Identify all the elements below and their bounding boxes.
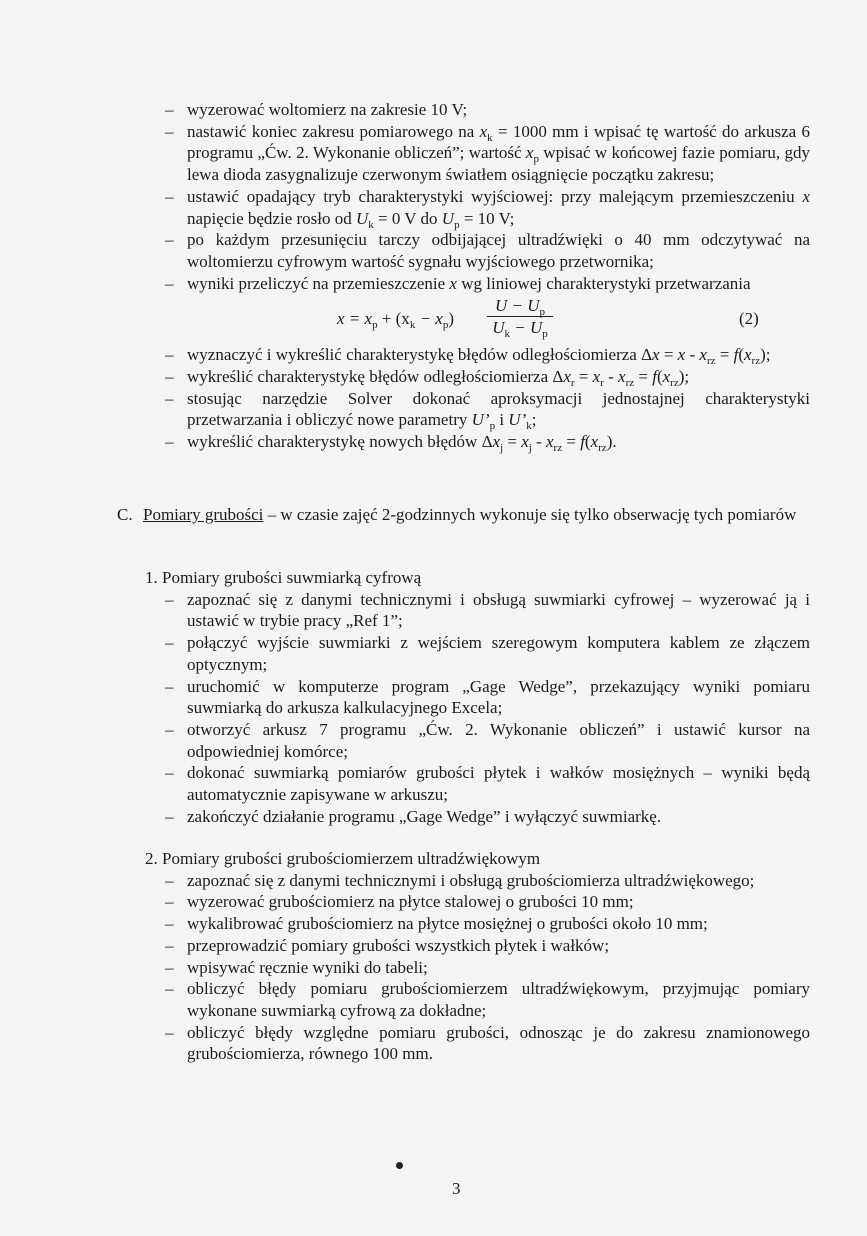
list-item bbox=[165, 957, 810, 979]
math-symbol: x bbox=[449, 273, 457, 293]
text-run: obliczyć błędy pomiaru grubościomierzem ultradźwiękowym, przyjmując pomiary wykonane suwmiarką cyfrową za dokładne; bbox=[187, 979, 810, 1020]
math-symbol: x bbox=[479, 121, 488, 141]
list-item bbox=[165, 589, 810, 632]
math-symbol: x bbox=[699, 345, 707, 365]
math-symbol: x bbox=[590, 432, 599, 452]
eq-sub: p bbox=[372, 319, 378, 332]
math-symbol: x bbox=[652, 345, 660, 365]
list-item bbox=[165, 913, 810, 935]
subsection-title: Pomiary grubości suwmiarką cyfrową bbox=[162, 568, 422, 587]
list-item bbox=[165, 762, 810, 805]
list-item bbox=[165, 388, 810, 431]
list-item bbox=[165, 891, 810, 913]
eq-den2: − U bbox=[510, 318, 543, 338]
math-symbol: f bbox=[580, 432, 585, 452]
text-run: zapoznać się z danymi technicznymi i obsługą grubościomierza ultradźwiękowego; bbox=[187, 870, 755, 890]
text-run: zakończyć działanie programu „Gage Wedge” i wyłączyć suwmiarkę. bbox=[187, 806, 662, 826]
subscript: k bbox=[368, 218, 374, 231]
eq-den: U bbox=[492, 318, 505, 338]
eq-sub: p bbox=[442, 319, 449, 332]
math-symbol: x bbox=[662, 367, 671, 387]
list-item bbox=[165, 273, 810, 295]
text-run: = bbox=[503, 432, 522, 452]
subscript: rz bbox=[706, 355, 716, 368]
text-run: zapoznać się z danymi technicznymi i obsługą suwmiarki cyfrowej – wyzerować ją i ustawić w trybie pracy „Ref 1”; bbox=[187, 589, 810, 631]
subsection-number: 2. bbox=[145, 849, 158, 868]
subscript: rz bbox=[598, 442, 607, 455]
math-symbol: x bbox=[802, 186, 810, 206]
text-run: wyzerować woltomierz na zakresie 10 V; bbox=[187, 100, 468, 119]
eq-lhs: x = x bbox=[337, 309, 373, 329]
text-run: - bbox=[603, 367, 619, 387]
text-run: nastawić koniec zakresu pomiarowego na bbox=[187, 121, 480, 141]
eq-sub: p bbox=[542, 328, 548, 341]
subscript: rz bbox=[553, 442, 563, 455]
text-run: - bbox=[685, 345, 700, 365]
eq-mid: + (x bbox=[377, 309, 410, 329]
list-item bbox=[165, 806, 810, 828]
math-symbol: x bbox=[521, 432, 529, 452]
section-c-heading bbox=[117, 504, 810, 526]
text-run: = bbox=[562, 432, 581, 452]
subsection-1 bbox=[145, 567, 810, 827]
subscript: r bbox=[570, 377, 575, 390]
text-run: = 10 V; bbox=[459, 208, 515, 228]
list-item bbox=[165, 935, 810, 957]
math-symbol: U’ bbox=[471, 410, 490, 430]
list-item bbox=[165, 978, 810, 1021]
text-run: wykalibrować grubościomierz na płytce mosiężnej o grubości około 10 mm; bbox=[187, 914, 708, 934]
math-symbol: x bbox=[492, 432, 501, 452]
scan-speck bbox=[396, 1162, 403, 1169]
text-run: = bbox=[715, 345, 734, 365]
subscript: rz bbox=[751, 355, 761, 368]
subsection-2-list bbox=[165, 870, 810, 1065]
text-run: ( bbox=[584, 432, 591, 452]
text-run: = bbox=[634, 367, 653, 387]
top-list bbox=[165, 99, 810, 294]
list-item bbox=[165, 676, 810, 719]
text-run: ); bbox=[760, 345, 771, 365]
eq-sub: k bbox=[409, 319, 416, 332]
text-run: wpisywać ręcznie wyniki do tabeli; bbox=[187, 957, 428, 977]
page-number: 3 bbox=[452, 1179, 461, 1198]
equation-lhs bbox=[337, 308, 454, 330]
text-run: połączyć wyjście suwmiarki z wejściem szeregowym komputera kablem ze złączem optycznym; bbox=[187, 633, 810, 674]
list-item bbox=[165, 229, 810, 272]
text-run: ; bbox=[531, 410, 537, 430]
text-run: wyznaczyć i wykreślić charakterystykę błędów odległościomierza Δ bbox=[187, 345, 653, 365]
text-run: wyzerować grubościomierz na płytce stalowej o grubości 10 mm; bbox=[187, 892, 634, 912]
text-run: stosując narzędzie Solver dokonać aproksymacji jednostajnej charakterystyki przetwarzania i obliczyć nowe parametry bbox=[187, 388, 810, 430]
math-symbol: U’ bbox=[508, 410, 527, 430]
text-run: wykreślić charakterystykę błędów odległościomierza Δ bbox=[187, 367, 564, 387]
math-symbol: x bbox=[677, 345, 686, 365]
list-item bbox=[165, 632, 810, 675]
math-symbol: x bbox=[592, 367, 601, 387]
section-note: – w czasie zajęć 2-godzinnych wykonuje się tylko obserwację tych pomiarów bbox=[263, 505, 797, 524]
text-run: uruchomić w komputerze program „Gage Wedge”, przekazujący wyniki pomiaru suwmiarką do arkusza kalkulacyjnego Excela; bbox=[187, 676, 810, 718]
subsection-2 bbox=[145, 848, 810, 1065]
section-c bbox=[117, 504, 810, 526]
math-symbol: x bbox=[743, 345, 752, 365]
equation-fraction bbox=[487, 296, 553, 339]
subscript: j bbox=[500, 442, 504, 455]
text-run: ustawić opadający tryb charakterystyki wyjściowej: przy malejącym przemieszczeniu bbox=[187, 186, 803, 206]
subscript: p bbox=[489, 420, 496, 433]
eq-mid2: − x bbox=[415, 309, 443, 329]
subscript: j bbox=[528, 442, 532, 455]
subscript: rz bbox=[670, 377, 679, 390]
math-symbol: x bbox=[563, 367, 571, 387]
text-run: wpisać w końcowej fazie pomiaru, gdy lewa dioda zasygnalizuje czerwonym światłem osiągnięcie początku zakresu; bbox=[187, 143, 810, 185]
eq-sub: p bbox=[539, 306, 546, 319]
eq-num: U − U bbox=[494, 296, 540, 316]
list-item bbox=[165, 344, 810, 366]
subscript: k bbox=[526, 420, 532, 433]
math-symbol: U bbox=[356, 208, 369, 228]
text-run: ); bbox=[678, 367, 690, 387]
list-item bbox=[165, 1022, 810, 1065]
subscript: p bbox=[454, 218, 460, 231]
subscript: k bbox=[487, 131, 493, 144]
list-item bbox=[165, 121, 810, 186]
subsection-1-list bbox=[165, 589, 810, 828]
text-run: = bbox=[659, 345, 678, 365]
math-symbol: x bbox=[546, 432, 554, 452]
text-run: ( bbox=[738, 345, 744, 365]
list-item bbox=[165, 99, 810, 121]
text-run: wyniki przeliczyć na przemieszczenie bbox=[187, 273, 450, 293]
list-item bbox=[165, 366, 810, 388]
subsection-title: Pomiary grubości grubościomierzem ultradźwiękowym bbox=[162, 849, 541, 868]
text-run: = bbox=[574, 367, 593, 387]
list-item bbox=[165, 431, 810, 453]
text-run: = 0 V do bbox=[373, 208, 442, 228]
subscript: r bbox=[600, 377, 604, 390]
text-run: ). bbox=[606, 432, 617, 452]
list-item bbox=[165, 186, 810, 229]
subsection-1-heading bbox=[145, 567, 810, 589]
list-item bbox=[165, 870, 810, 892]
bottom-list bbox=[165, 344, 810, 453]
section-title: Pomiary grubości bbox=[143, 505, 264, 524]
top-list-block bbox=[165, 99, 810, 453]
math-symbol: U bbox=[441, 208, 455, 228]
text-run: i bbox=[495, 410, 509, 430]
text-run: dokonać suwmiarką pomiarów grubości płytek i wałków mosiężnych – wyniki będą automatycznie zapisywane w arkuszu; bbox=[187, 763, 810, 805]
subscript: rz bbox=[625, 377, 635, 390]
eq-numerator bbox=[487, 296, 553, 317]
math-symbol: f bbox=[652, 367, 657, 387]
math-symbol: x bbox=[525, 143, 534, 163]
equation-number: (2) bbox=[739, 309, 759, 329]
text-run: - bbox=[531, 432, 546, 452]
math-symbol: f bbox=[733, 345, 739, 365]
section-letter: C. bbox=[117, 505, 133, 524]
text-run: otworzyć arkusz 7 programu „Ćw. 2. Wykonanie obliczeń” i ustawić kursor na odpowiedniej komórce; bbox=[187, 719, 810, 761]
subsection-2-heading bbox=[145, 848, 810, 870]
list-item bbox=[165, 719, 810, 762]
subsection-number: 1. bbox=[145, 568, 158, 587]
text-run: = 1000 mm i wpisać tę wartość do arkusza 6 programu „Ćw. 2. Wykonanie obliczeń”; wartość bbox=[187, 121, 810, 163]
eq-mid3: ) bbox=[448, 309, 455, 329]
subscript: p bbox=[533, 153, 539, 166]
text-run: po każdym przesunięciu tarczy odbijającej ultradźwięki o 40 mm odczytywać na woltomierzu cyfrowym wartość sygnału wyjściowego przetwornika; bbox=[187, 230, 810, 271]
eq-denominator bbox=[487, 317, 553, 339]
text-run: wykreślić charakterystykę nowych błędów Δ bbox=[187, 432, 493, 452]
equation-2 bbox=[165, 296, 810, 342]
text-run: napięcie będzie rosło od bbox=[187, 208, 356, 228]
text-run: obliczyć błędy względne pomiaru grubości, odnosząc je do zakresu znamionowego grubościomierza, równego 100 mm. bbox=[187, 1022, 810, 1064]
eq-sub: k bbox=[504, 328, 511, 341]
math-symbol: x bbox=[618, 367, 626, 387]
text-run: wg liniowej charakterystyki przetwarzania bbox=[456, 273, 751, 293]
text-run: ( bbox=[656, 367, 663, 387]
text-run: przeprowadzić pomiary grubości wszystkich płytek i wałków; bbox=[187, 935, 610, 955]
